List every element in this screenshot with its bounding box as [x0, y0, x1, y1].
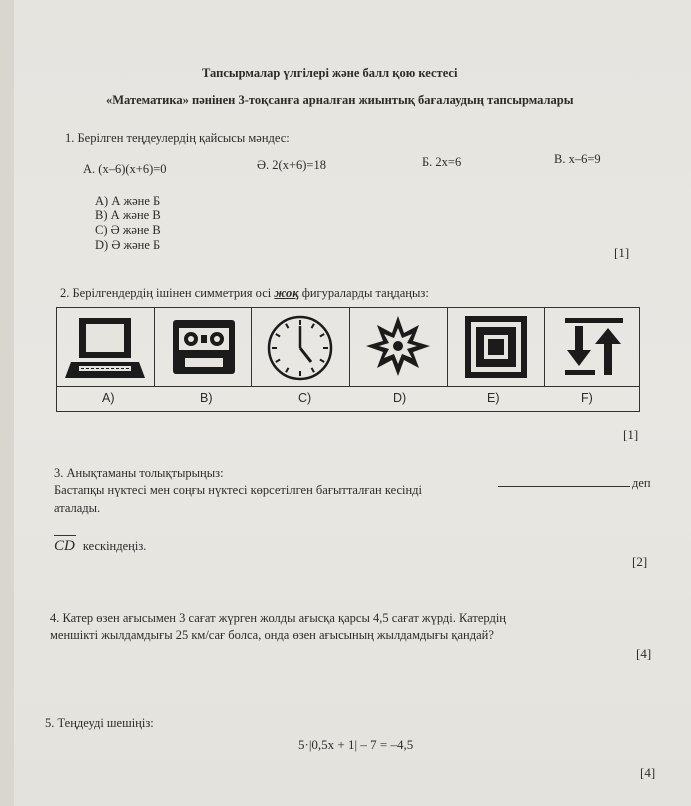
- figure-label-b: B): [200, 391, 213, 405]
- page-title: Тапсырмалар үлгілері және балл қою кестесі: [202, 66, 458, 80]
- arrows-icon: [545, 308, 639, 384]
- q5-equation: 5·|0,5x + 1| – 7 = –4,5: [298, 737, 414, 752]
- q2-text: [60, 286, 429, 301]
- q3-vector-cd: [54, 537, 146, 555]
- figure-cell-f: [545, 308, 639, 386]
- q2-prefix: 2. Берілгендердің ішінен симметрия осі: [60, 286, 275, 300]
- q3-title: 3. Анықтаманы толықтырыңыз:: [54, 466, 224, 480]
- figure-label-c: C): [298, 391, 312, 405]
- figure-label-e: E): [487, 391, 500, 405]
- q2-score: [1]: [623, 427, 639, 442]
- q1-score: [1]: [614, 245, 630, 260]
- figures-table: [56, 307, 640, 412]
- q3-tail: деп: [632, 476, 651, 490]
- figure-label-f: F): [581, 391, 593, 405]
- q3-line1: Бастапқы нүктесі мен соңғы нүктесі көрсетілген бағытталған кесінді: [54, 483, 422, 497]
- q1-eq-b: Б. 2x=6: [422, 155, 462, 169]
- q5-score: [4]: [640, 765, 656, 780]
- q5-text: 5. Теңдеуді шешіңіз:: [45, 716, 154, 730]
- star-icon: [350, 308, 446, 384]
- q1-option-c: C) Ә және В: [95, 223, 161, 237]
- q1-eq-ae: Ә. 2(x+6)=18: [257, 158, 326, 172]
- figure-cell-a: [57, 308, 155, 386]
- nested-squares-icon: [448, 308, 543, 384]
- figure-cell-e: [448, 308, 545, 386]
- q3-answer-blank[interactable]: [498, 486, 630, 487]
- q3-score: [2]: [632, 554, 648, 569]
- figure-label-a: A): [102, 391, 115, 405]
- figure-label-d: D): [393, 391, 407, 405]
- figure-cell-d: [350, 308, 448, 386]
- q1-eq-v: В. x–6=9: [554, 152, 601, 166]
- figure-cell-b: [155, 308, 252, 386]
- laptop-icon: [57, 308, 153, 384]
- q4-line2: меншікті жылдамдығы 25 км/сағ болса, онда өзен ағысының жылдамдығы қандай?: [50, 628, 494, 642]
- vector-bar: [54, 535, 76, 536]
- worksheet-page: [14, 0, 691, 806]
- q1-text: 1. Берілген теңдеулердің қайсысы мәндес:: [65, 131, 290, 145]
- figures-label-row: [57, 386, 639, 411]
- vector-label: CD: [54, 538, 75, 554]
- q1-option-a: A) А және Б: [95, 194, 161, 208]
- q1-option-b: B) А және В: [95, 208, 161, 222]
- page-subtitle: «Математика» пәнінен 3-тоқсанға арналған жиынтық бағалаудың тапсырмалары: [106, 93, 574, 107]
- figure-cell-c: [252, 308, 350, 386]
- cassette-icon: [155, 308, 250, 384]
- q1-eq-a: А. (x–6)(x+6)=0: [83, 162, 167, 176]
- q3-line2: аталады.: [54, 501, 101, 515]
- q2-emphasis: жоқ: [274, 286, 299, 300]
- q3-draw-text: кескіндеңіз.: [82, 539, 147, 553]
- clock-icon: [252, 308, 348, 384]
- q4-line1: 4. Катер өзен ағысымен 3 сағат жүрген жолды ағысқа қарсы 4,5 сағат жүрді. Катердің: [50, 611, 506, 625]
- q2-suffix: фигураларды таңдаңыз:: [298, 286, 429, 300]
- q4-score: [4]: [636, 646, 652, 661]
- q1-option-d: D) Ә және Б: [95, 238, 161, 252]
